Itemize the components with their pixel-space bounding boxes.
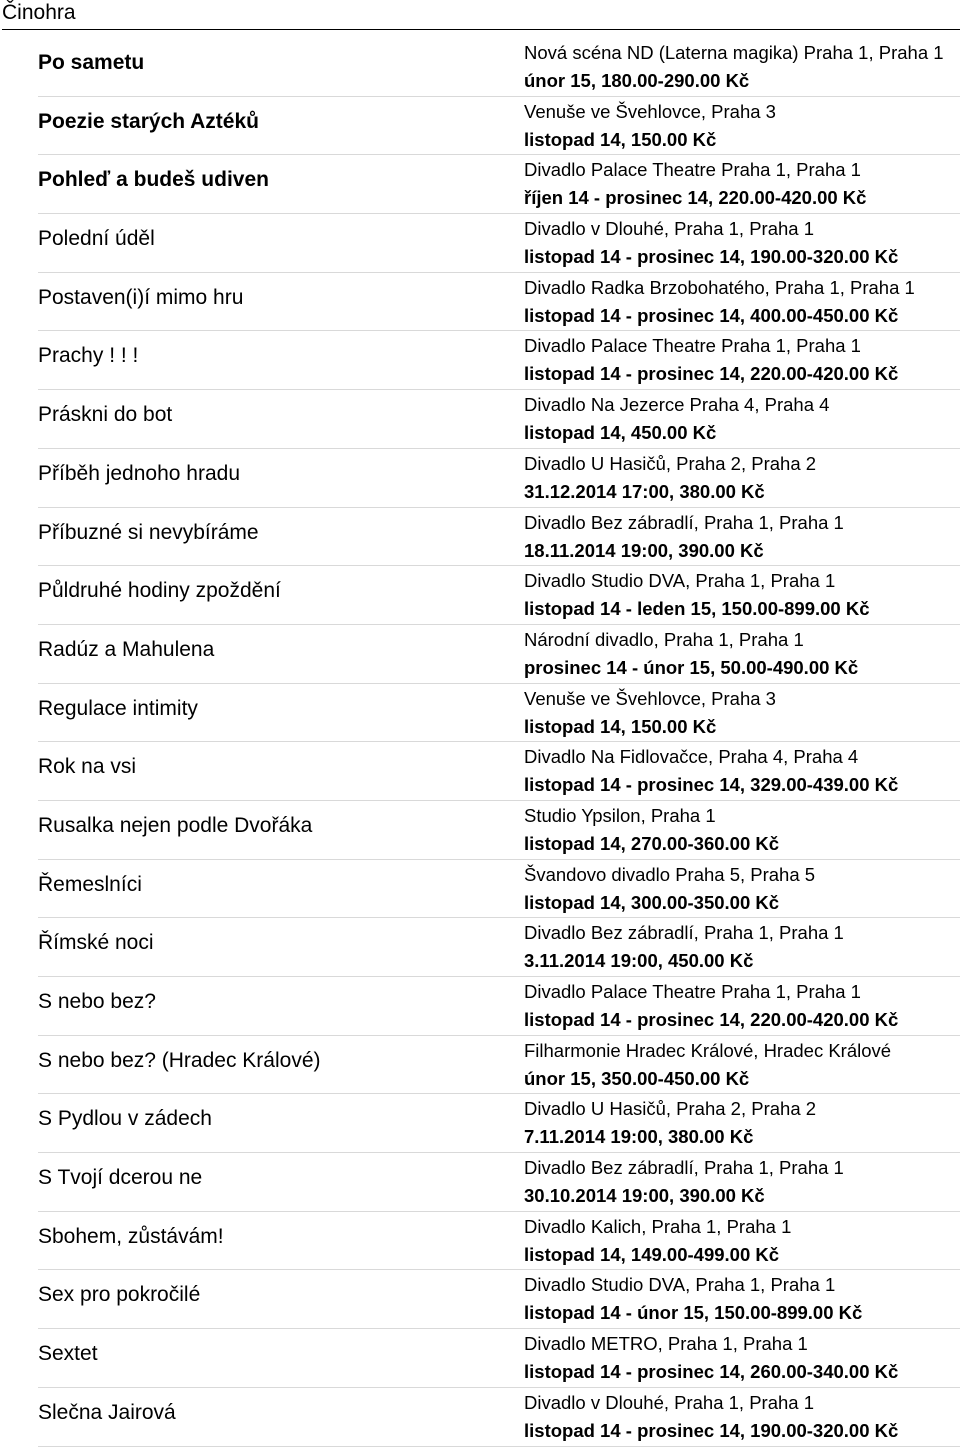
show-date-price: listopad 14 - prosinec 14, 400.00-450.00 Kč	[524, 304, 899, 326]
show-row	[38, 508, 960, 567]
show-venue: Divadlo v Dlouhé, Praha 1, Praha 1	[524, 1391, 815, 1413]
show-row	[38, 155, 960, 214]
show-title-link[interactable]: Římské noci	[38, 931, 154, 955]
show-title-link[interactable]: Po sametu	[38, 51, 145, 74]
show-date-price: 30.10.2014 19:00, 390.00 Kč	[524, 1185, 765, 1207]
show-date-price: únor 15, 180.00-290.00 Kč	[524, 70, 750, 91]
show-row	[38, 684, 960, 743]
show-title-link[interactable]: S nebo bez? (Hradec Králové)	[38, 1048, 321, 1072]
show-venue: Studio Ypsilon, Praha 1	[524, 804, 716, 826]
show-row	[38, 1388, 960, 1447]
show-row	[38, 860, 960, 919]
show-row	[38, 1212, 960, 1271]
show-row	[38, 742, 960, 801]
show-row	[38, 331, 960, 390]
show-row	[38, 97, 960, 156]
show-venue: Filharmonie Hradec Králové, Hradec Králové	[524, 1039, 892, 1061]
show-title-link[interactable]: Postaven(i)í mimo hru	[38, 285, 244, 309]
show-date-price: listopad 14 - prosinec 14, 220.00-420.00 Kč	[524, 363, 899, 385]
show-row	[38, 390, 960, 449]
show-date-price: listopad 14, 150.00 Kč	[524, 715, 717, 737]
heading-divider	[2, 29, 960, 30]
show-title-link[interactable]: Příbuzné si nevybíráme	[38, 520, 259, 544]
row-divider	[38, 1446, 517, 1447]
show-venue: Švandovo divadlo Praha 5, Praha 5	[524, 863, 816, 885]
show-list	[38, 38, 960, 1447]
show-venue: Divadlo U Hasičů, Praha 2, Praha 2	[524, 452, 817, 474]
show-date-price: listopad 14 - leden 15, 150.00-899.00 Kč	[524, 598, 870, 620]
show-title-link[interactable]: S Pydlou v zádech	[38, 1107, 212, 1131]
show-title-link[interactable]: Řemeslníci	[38, 872, 142, 896]
show-date-price: listopad 14 - prosinec 14, 190.00-320.00 Kč	[524, 246, 899, 268]
show-venue: Divadlo Palace Theatre Praha 1, Praha 1	[524, 159, 861, 181]
show-row	[38, 273, 960, 332]
show-title-link[interactable]: Polední úděl	[38, 227, 155, 251]
show-date-price: listopad 14 - únor 15, 150.00-899.00 Kč	[524, 1302, 863, 1324]
show-title-link[interactable]: Rusalka nejen podle Dvořáka	[38, 813, 313, 837]
show-row	[38, 566, 960, 625]
show-date-price: listopad 14, 450.00 Kč	[524, 422, 717, 444]
show-title-link[interactable]: S nebo bez?	[38, 990, 156, 1013]
show-date-price: 7.11.2014 19:00, 380.00 Kč	[524, 1126, 754, 1148]
show-venue: Divadlo Studio DVA, Praha 1, Praha 1	[524, 1274, 836, 1296]
show-title-link[interactable]: S Tvojí dcerou ne	[38, 1166, 203, 1190]
show-venue: Venuše ve Švehlovce, Praha 3	[524, 100, 776, 122]
show-venue: Divadlo Radka Brzobohatého, Praha 1, Praha 1	[524, 276, 915, 298]
show-venue: Nová scéna ND (Laterna magika) Praha 1, Praha 1	[524, 42, 944, 63]
show-venue: Divadlo Bez zábradlí, Praha 1, Praha 1	[524, 1157, 844, 1179]
show-title-link[interactable]: Pohleď a budeš udiven	[38, 168, 269, 192]
show-row	[38, 801, 960, 860]
show-row	[38, 1329, 960, 1388]
show-venue: Divadlo Na Jezerce Praha 4, Praha 4	[524, 394, 830, 416]
show-date-price: listopad 14 - prosinec 14, 260.00-340.00 Kč	[524, 1361, 899, 1383]
show-date-price: listopad 14, 150.00 Kč	[524, 128, 717, 150]
show-date-price: 18.11.2014 19:00, 390.00 Kč	[524, 539, 764, 561]
show-venue: Divadlo v Dlouhé, Praha 1, Praha 1	[524, 218, 815, 240]
show-row	[38, 1036, 960, 1095]
category-heading: Činohra	[2, 1, 76, 24]
show-title-link[interactable]: Půldruhé hodiny zpoždění	[38, 579, 281, 603]
show-row	[38, 977, 960, 1036]
show-date-price: 31.12.2014 17:00, 380.00 Kč	[524, 480, 765, 502]
show-date-price: listopad 14, 300.00-350.00 Kč	[524, 891, 780, 913]
show-title-link[interactable]: Sex pro pokročilé	[38, 1283, 201, 1307]
show-row	[38, 1094, 960, 1153]
show-row	[38, 918, 960, 977]
show-venue: Divadlo Kalich, Praha 1, Praha 1	[524, 1215, 792, 1237]
show-venue: Divadlo Palace Theatre Praha 1, Praha 1	[524, 981, 861, 1002]
show-date-price: únor 15, 350.00-450.00 Kč	[524, 1067, 750, 1089]
row-divider	[517, 1446, 960, 1447]
show-date-price: listopad 14 - prosinec 14, 220.00-420.00 Kč	[524, 1009, 899, 1030]
show-date-price: listopad 14, 149.00-499.00 Kč	[524, 1243, 780, 1265]
show-title-link[interactable]: Práskni do bot	[38, 403, 173, 427]
show-date-price: říjen 14 - prosinec 14, 220.00-420.00 Kč	[524, 187, 867, 209]
show-date-price: listopad 14, 270.00-360.00 Kč	[524, 832, 780, 854]
show-row	[38, 625, 960, 684]
show-date-price: listopad 14 - prosinec 14, 329.00-439.00 Kč	[524, 774, 899, 796]
show-title-link[interactable]: Sextet	[38, 1342, 98, 1366]
show-title-link[interactable]: Prachy ! ! !	[38, 344, 139, 368]
show-venue: Národní divadlo, Praha 1, Praha 1	[524, 628, 804, 650]
show-date-price: listopad 14 - prosinec 14, 190.00-320.00 Kč	[524, 1419, 899, 1441]
show-title-link[interactable]: Poezie starých Aztéků	[38, 109, 259, 133]
show-row	[38, 214, 960, 273]
show-row	[38, 1153, 960, 1212]
show-row	[38, 38, 960, 97]
show-venue: Divadlo Bez zábradlí, Praha 1, Praha 1	[524, 511, 844, 533]
show-title-link[interactable]: Regulace intimity	[38, 696, 198, 720]
show-venue: Divadlo Studio DVA, Praha 1, Praha 1	[524, 570, 836, 592]
show-venue: Venuše ve Švehlovce, Praha 3	[524, 687, 776, 709]
show-venue: Divadlo Palace Theatre Praha 1, Praha 1	[524, 335, 861, 357]
show-row	[38, 449, 960, 508]
show-venue: Divadlo METRO, Praha 1, Praha 1	[524, 1333, 808, 1355]
show-title-link[interactable]: Sbohem, zůstávám!	[38, 1224, 224, 1248]
show-date-price: 3.11.2014 19:00, 450.00 Kč	[524, 950, 754, 972]
show-row	[38, 1270, 960, 1329]
show-date-price: prosinec 14 - únor 15, 50.00-490.00 Kč	[524, 656, 859, 678]
show-title-link[interactable]: Rok na vsi	[38, 755, 137, 779]
show-venue: Divadlo Bez zábradlí, Praha 1, Praha 1	[524, 922, 844, 944]
show-title-link[interactable]: Příběh jednoho hradu	[38, 461, 240, 485]
show-title-link[interactable]: Slečna Jairová	[38, 1400, 176, 1424]
show-title-link[interactable]: Radúz a Mahulena	[38, 637, 215, 661]
show-venue: Divadlo Na Fidlovačce, Praha 4, Praha 4	[524, 746, 859, 768]
show-venue: Divadlo U Hasičů, Praha 2, Praha 2	[524, 1098, 817, 1120]
